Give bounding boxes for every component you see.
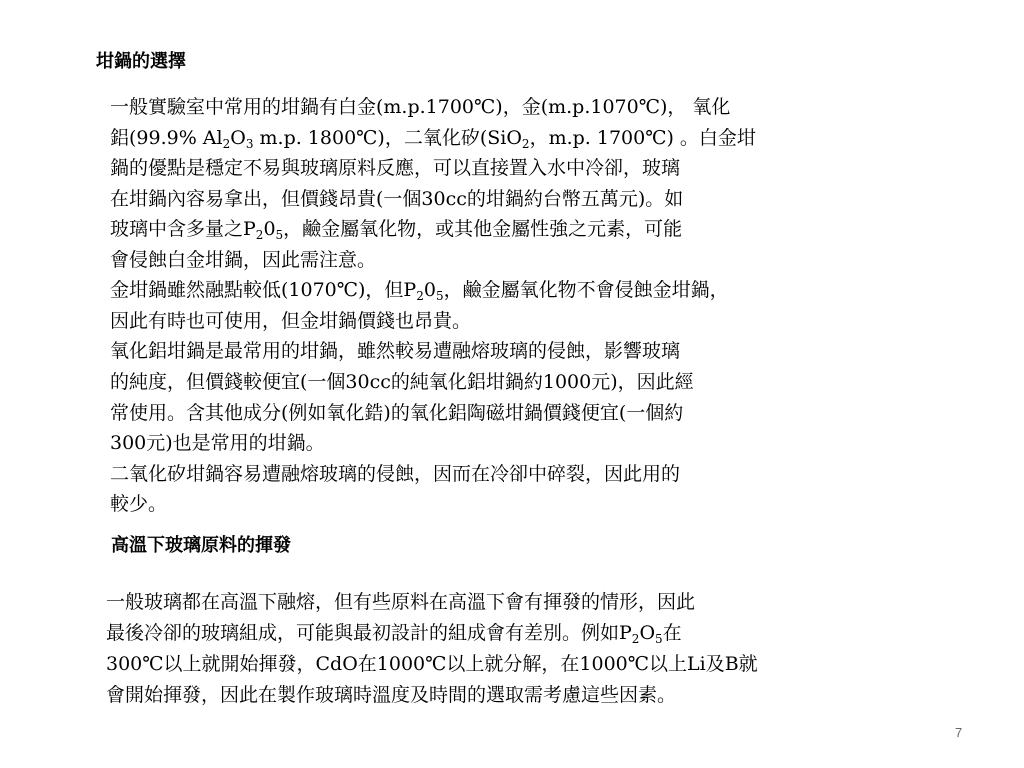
text-segment: 氧化鋁坩鍋是最常用的坩鍋，雖然較易遭融熔玻璃的侵蝕，影響玻璃	[110, 340, 681, 363]
text-segment: 會開始揮發，因此在製作玻璃時溫度及時間的選取需考慮這些因素。	[106, 684, 677, 706]
subscript: 5	[275, 228, 284, 243]
text-line	[110, 278, 729, 302]
text-line	[106, 652, 758, 676]
text-segment: m.p. 1800℃)，二氧化矽(SiO	[253, 126, 522, 149]
text-line	[110, 401, 683, 425]
text-segment: 0	[423, 279, 436, 302]
section-heading-high-temperature-volatilization: 高溫下玻璃原料的揮發	[111, 535, 291, 556]
text-line	[110, 431, 325, 455]
text-segment: 0	[263, 218, 276, 241]
text-segment: 最後冷卻的玻璃組成，可能與最初設計的組成會有差別。例如P	[106, 622, 632, 644]
text-segment: 一般實驗室中常用的坩鍋有白金(m.p.1700℃)，金(m.p.1070℃)， 氧化	[110, 96, 731, 118]
text-segment: 一般玻璃都在高溫下融熔，但有些原料在高溫下會有揮發的情形，因此	[106, 591, 696, 613]
text-line	[110, 187, 683, 211]
subscript: 2	[255, 228, 264, 243]
text-line	[110, 462, 680, 486]
text-segment: 會侵蝕白金坩鍋，因此需注意。	[110, 248, 377, 271]
text-line	[110, 248, 376, 272]
text-segment: O	[639, 622, 656, 644]
text-line	[106, 683, 676, 707]
text-line	[106, 590, 695, 614]
text-segment: 鍋的優點是穩定不易與玻璃原料反應，可以直接置入水中冷卻，玻璃	[110, 157, 681, 180]
text-segment: O	[230, 126, 246, 149]
text-segment: ，鹼金屬氧化物，或其他金屬性強之元素，可能	[283, 218, 683, 241]
text-line	[110, 492, 167, 516]
text-segment: 的純度，但價錢較便宜(一個30cc的純氧化鋁坩鍋約1000元)，因此經	[110, 370, 694, 393]
text-line	[110, 126, 756, 150]
text-segment: ，m.p. 1700℃) 。白金坩	[529, 126, 756, 149]
text-segment: 因此有時也可使用，但金坩鍋價錢也昂貴。	[110, 309, 472, 332]
subscript: 3	[245, 136, 254, 151]
subscript: 5	[435, 289, 444, 304]
text-line	[110, 217, 682, 241]
text-segment: 玻璃中含多量之P	[110, 218, 256, 241]
subscript: 2	[631, 632, 640, 646]
subscript: 2	[521, 136, 530, 151]
text-segment: 300元)也是常用的坩鍋。	[110, 432, 325, 455]
subscript: 2	[222, 136, 231, 151]
text-segment: 二氧化矽坩鍋容易遭融熔玻璃的侵蝕，因而在冷卻中碎裂，因此用的	[110, 462, 681, 485]
text-segment: 鋁(99.9% Al	[110, 126, 223, 149]
text-segment: 在坩鍋內容易拿出，但價錢昂貴(一個30cc的坩鍋約台幣五萬元)。如	[110, 187, 684, 210]
section-heading-crucible-selection: 坩鍋的選擇	[96, 51, 186, 72]
text-segment: 金坩鍋雖然融點較低(1070℃)，但P	[110, 279, 417, 302]
text-line	[110, 156, 680, 180]
text-segment: 在	[662, 622, 682, 644]
text-line	[110, 370, 694, 394]
text-line	[110, 95, 730, 119]
text-segment: 較少。	[110, 493, 168, 516]
subscript: 5	[655, 632, 663, 646]
subscript: 2	[416, 289, 424, 304]
text-line	[106, 621, 682, 645]
text-segment: 常使用。含其他成分(例如氧化鋯)的氧化鋁陶磁坩鍋價錢便宜(一個約	[110, 401, 684, 424]
text-line	[110, 309, 471, 333]
text-segment: 300℃以上就開始揮發，CdO在1000℃以上就分解，在1000℃以上Li及B就	[106, 653, 758, 675]
page-number: 7	[955, 725, 963, 740]
text-segment: ，鹼金屬氧化物不會侵蝕金坩鍋，	[443, 279, 729, 302]
text-line	[110, 339, 680, 363]
